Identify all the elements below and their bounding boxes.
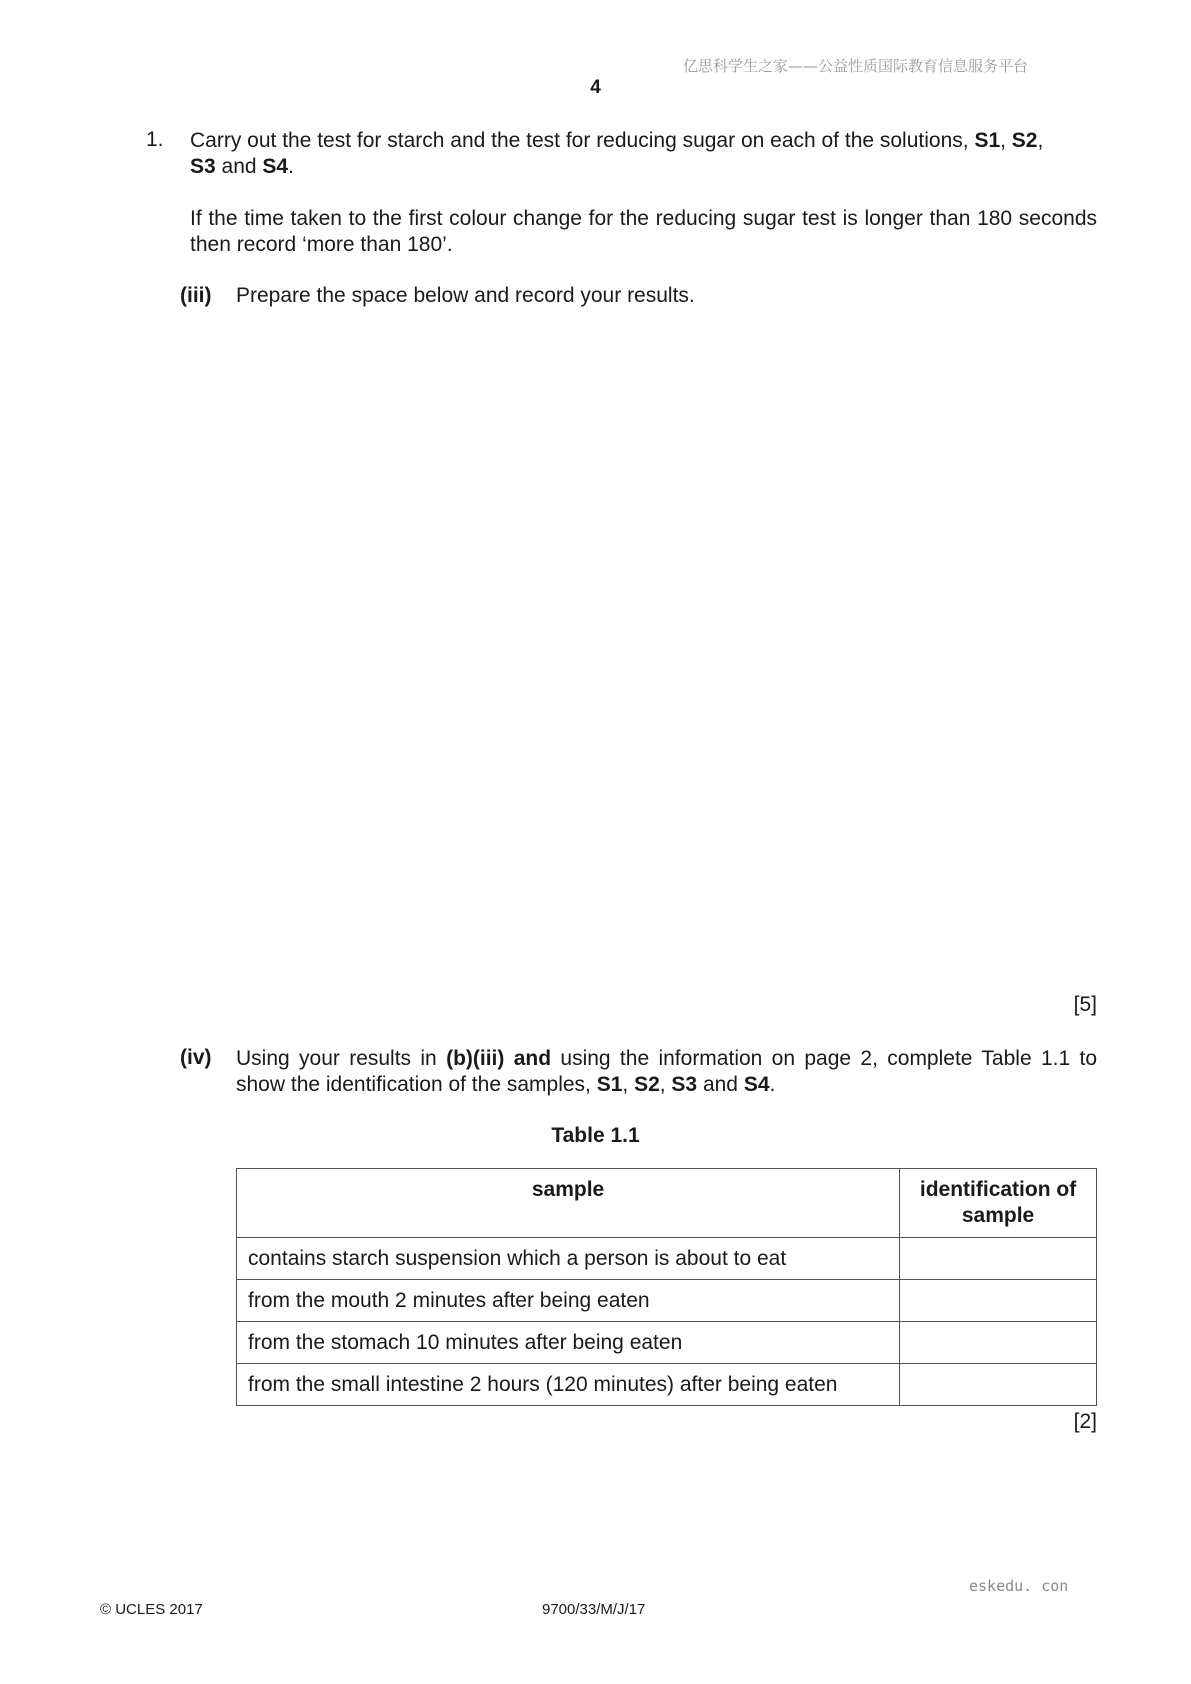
question-number: 1.	[146, 128, 164, 151]
identification-answer-cell[interactable]	[900, 1280, 1097, 1322]
identification-answer-cell[interactable]	[900, 1322, 1097, 1364]
watermark-text: 亿思科学生之家——公益性质国际教育信息服务平台	[683, 57, 1029, 75]
sample-cell: contains starch suspension which a person is about to eat	[237, 1238, 900, 1280]
sample-cell: from the stomach 10 minutes after being eaten	[237, 1322, 900, 1364]
question-note: If the time taken to the first colour change for the reducing sugar test is longer than 180 seconds then record ‘more than 180’.	[190, 207, 1097, 256]
table-row	[237, 1364, 1097, 1406]
identification-table	[236, 1168, 1097, 1406]
column-header-sample: sample	[237, 1169, 900, 1238]
column-header-identification: identification of sample	[900, 1169, 1097, 1238]
page-number: 4	[590, 77, 601, 98]
paper-code-footer: 9700/33/M/J/17	[542, 1601, 646, 1618]
part-iii-label: (iii)	[180, 284, 212, 307]
table-row	[237, 1322, 1097, 1364]
table-header-row	[237, 1169, 1097, 1238]
table-caption: Table 1.1	[551, 1124, 640, 1147]
sample-cell: from the mouth 2 minutes after being eaten	[237, 1280, 900, 1322]
part-iv-marks: [2]	[1073, 1410, 1097, 1433]
results-answer-space[interactable]	[236, 320, 1097, 980]
site-watermark: eskedu. con	[969, 1577, 1069, 1595]
part-iii-marks: [5]	[1073, 993, 1097, 1016]
sample-cell: from the small intestine 2 hours (120 minutes) after being eaten	[237, 1364, 900, 1406]
question-intro: Carry out the test for starch and the test for reducing sugar on each of the solutions, S1, S2, S3 and S4.	[190, 129, 1044, 178]
part-iv-text: Using your results in (b)(iii) and using the information on page 2, complete Table 1.1 to show the identification of the samples, S1, S2, S3 and S4.	[236, 1047, 1098, 1096]
table-row	[237, 1280, 1097, 1322]
part-iv-label: (iv)	[180, 1046, 212, 1069]
identification-answer-cell[interactable]	[900, 1364, 1097, 1406]
table-row	[237, 1238, 1097, 1280]
part-iii-text: Prepare the space below and record your results.	[236, 284, 695, 307]
identification-answer-cell[interactable]	[900, 1238, 1097, 1280]
copyright-footer: © UCLES 2017	[100, 1601, 203, 1618]
